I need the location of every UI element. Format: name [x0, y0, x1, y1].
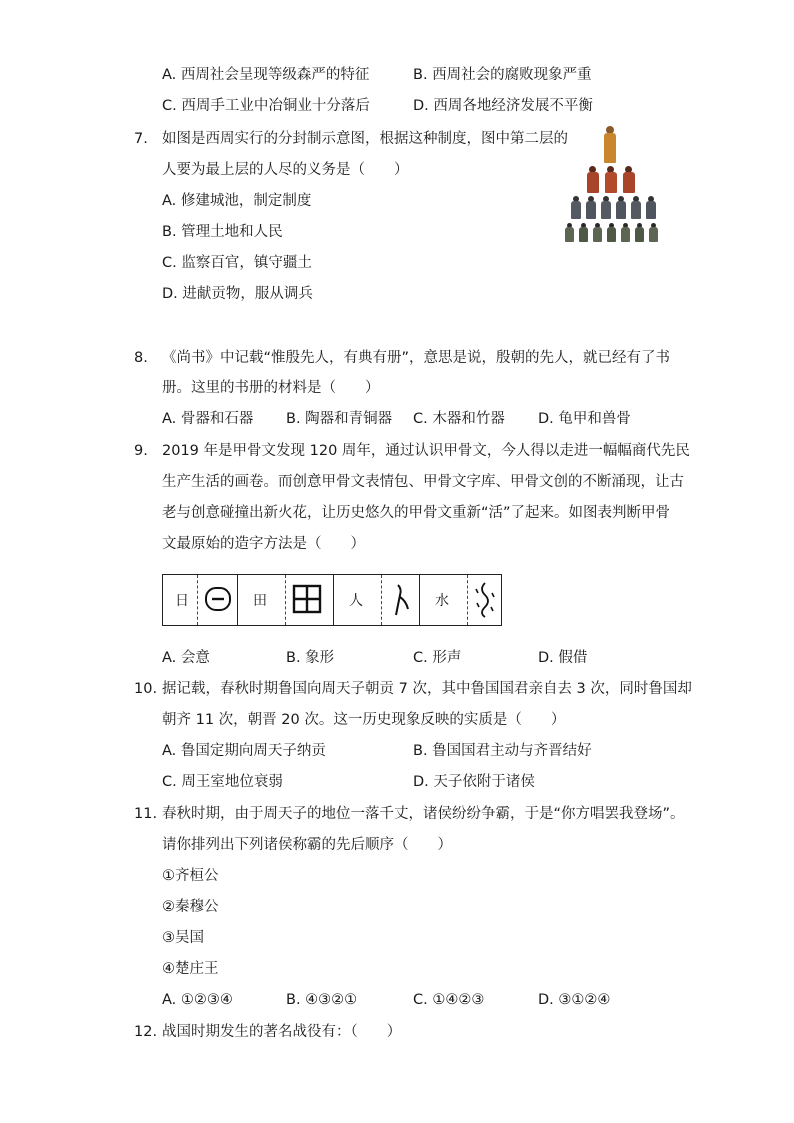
q12-stem-line1: 战国时期发生的著名战役有：（ ） [162, 1024, 402, 1040]
q7-stem-line2: 人要为最上层的人尽的义务是（ ） [162, 162, 409, 178]
commoner-figure [634, 223, 645, 243]
q7-stem-line1: 如图是西周实行的分封制示意图，根据这种制度，图中第二层的 [162, 131, 568, 147]
q9-option-a: A. 会意 [162, 650, 210, 666]
q11-item-1: ①齐桓公 [162, 868, 219, 884]
q11-item-3: ③吴国 [162, 930, 204, 946]
q8-number: 8. [134, 350, 148, 366]
q7-option-a: A. 修建城池，制定制度 [162, 193, 312, 209]
minister-figure [585, 196, 597, 220]
q6-option-c: C. 西周手工业中冶铜业十分落后 [162, 98, 370, 114]
modern-char-tian: 田 [253, 593, 267, 609]
oracle-bone-table [162, 574, 502, 626]
q10-option-b: B. 鲁国国君主动与齐晋结好 [413, 743, 592, 759]
q9-option-c: C. 形声 [413, 650, 462, 666]
q11-option-b: B. ④③②① [286, 992, 358, 1008]
q11-stem-line1: 春秋时期，由于周天子的地位一落千丈，诸侯纷纷争霸，于是“你方唱罢我登场”。 [162, 806, 685, 822]
king-figure [602, 126, 618, 164]
minister-figure [645, 196, 657, 220]
commoner-figure [564, 223, 575, 243]
commoner-figure [620, 223, 631, 243]
q12-number: 12. [134, 1024, 158, 1040]
q9-stem-line1: 2019 年是甲骨文发现 120 周年，通过认识甲骨文，今人得以走进一幅幅商代先民 [162, 443, 690, 459]
q10-option-c: C. 周王室地位衰弱 [162, 774, 283, 790]
q9-option-d: D. 假借 [538, 650, 588, 666]
minister-figure [600, 196, 612, 220]
q9-stem-line2: 生产生活的画卷。而创意甲骨文表情包、甲骨文字库、甲骨文创的不断涌现，让古 [162, 474, 684, 490]
commoner-figure [648, 223, 659, 243]
modern-char-ren: 人 [349, 593, 363, 609]
q11-stem-line2: 请你排列出下列诸侯称霸的先后顺序（ ） [162, 837, 452, 853]
q11-number: 11. [134, 806, 158, 822]
q10-option-d: D. 天子依附于诸侯 [413, 774, 535, 790]
oracle-glyph-shui [467, 575, 501, 625]
oracle-glyph-tian [285, 575, 333, 625]
modern-char-shui: 水 [435, 593, 449, 609]
noble-figure [604, 166, 618, 194]
q8-option-d: D. 龟甲和兽骨 [538, 411, 631, 427]
commoner-figure [578, 223, 589, 243]
q10-number: 10. [134, 681, 158, 697]
noble-figure [622, 166, 636, 194]
q8-option-c: C. 木器和竹器 [413, 411, 505, 427]
q9-stem-line4: 文最原始的造字方法是（ ） [162, 536, 365, 552]
q6-option-a: A. 西周社会呈现等级森严的特征 [162, 67, 370, 83]
q7-number: 7. [134, 131, 148, 147]
q11-item-4: ④楚庄王 [162, 961, 219, 977]
q6-option-d: D. 西周各地经济发展不平衡 [413, 98, 593, 114]
commoner-figure [606, 223, 617, 243]
q11-item-2: ②秦穆公 [162, 899, 219, 915]
q7-option-b: B. 管理土地和人民 [162, 224, 283, 240]
oracle-glyph-ren [381, 575, 419, 625]
q10-option-a: A. 鲁国定期向周天子纳贡 [162, 743, 326, 759]
q10-stem-line1: 据记载，春秋时期鲁国向周天子朝贡 7 次，其中鲁国国君亲自去 3 次，同时鲁国却 [162, 681, 692, 697]
q8-stem-line2: 册。这里的书册的材料是（ ） [162, 380, 380, 396]
q10-stem-line2: 朝齐 11 次，朝晋 20 次。这一历史现象反映的实质是（ ） [162, 712, 566, 728]
q8-option-a: A. 骨器和石器 [162, 411, 254, 427]
modern-char-ri: 日 [175, 593, 189, 609]
q9-option-b: B. 象形 [286, 650, 335, 666]
feudal-pyramid-image [562, 126, 662, 244]
q7-option-d: D. 进献贡物，服从调兵 [162, 286, 313, 302]
q8-option-b: B. 陶器和青铜器 [286, 411, 393, 427]
q7-option-c: C. 监察百官，镇守疆土 [162, 255, 312, 271]
q9-number: 9. [134, 443, 148, 459]
noble-figure [586, 166, 600, 194]
minister-figure [615, 196, 627, 220]
commoner-figure [592, 223, 603, 243]
q11-option-d: D. ③①②④ [538, 992, 611, 1008]
q11-option-a: A. ①②③④ [162, 992, 233, 1008]
minister-figure [630, 196, 642, 220]
q11-option-c: C. ①④②③ [413, 992, 485, 1008]
minister-figure [570, 196, 582, 220]
q9-stem-line3: 老与创意碰撞出新火花，让历史悠久的甲骨文重新“活”了起来。如图表判断甲骨 [162, 505, 671, 521]
q8-stem-line1: 《尚书》中记载“惟殷先人，有典有册”，意思是说，殷朝的先人，就已经有了书 [162, 350, 671, 366]
oracle-glyph-ri [197, 575, 237, 625]
q6-option-b: B. 西周社会的腐败现象严重 [413, 67, 592, 83]
